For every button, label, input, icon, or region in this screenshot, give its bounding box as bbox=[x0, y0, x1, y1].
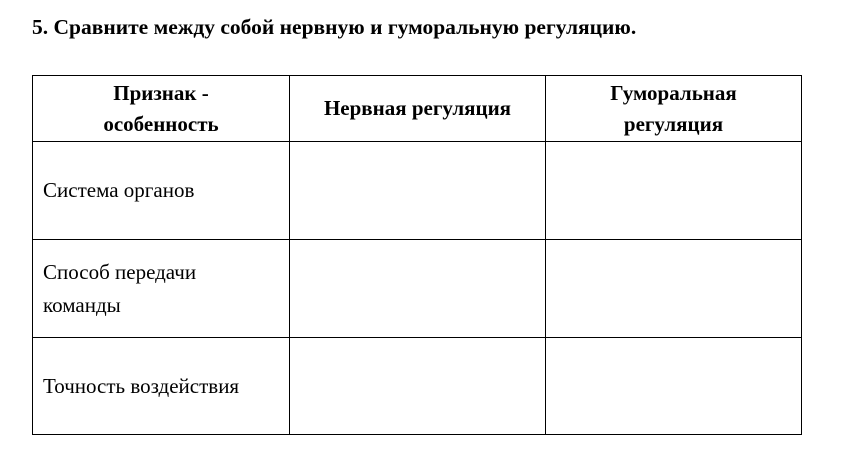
row-feature-transmission-line2: команды bbox=[43, 292, 121, 317]
header-humoral-line2: регуляция bbox=[623, 111, 724, 136]
header-feature-line2: особенность bbox=[103, 111, 219, 136]
row-feature-transmission bbox=[33, 240, 290, 338]
row-feature-transmission-line1: Способ передачи bbox=[43, 259, 197, 284]
answer-cell-nervous[interactable] bbox=[290, 338, 546, 435]
table-row bbox=[33, 240, 802, 338]
table-header-row bbox=[33, 76, 802, 142]
header-nervous: Нервная регуляция bbox=[290, 76, 546, 142]
row-feature-organ-system: Система органов bbox=[33, 142, 290, 240]
table-row bbox=[33, 338, 802, 435]
answer-cell-humoral[interactable] bbox=[546, 338, 802, 435]
header-humoral-line1: Гуморальная bbox=[610, 80, 737, 105]
comparison-table bbox=[32, 75, 802, 435]
answer-cell-humoral[interactable] bbox=[546, 240, 802, 338]
task-title: 5. Сравните между собой нервную и гуморальную регуляцию. bbox=[32, 15, 637, 39]
header-feature-line1: Признак - bbox=[113, 80, 209, 105]
answer-cell-nervous[interactable] bbox=[290, 142, 546, 240]
header-feature bbox=[33, 76, 290, 142]
answer-cell-nervous[interactable] bbox=[290, 240, 546, 338]
answer-cell-humoral[interactable] bbox=[546, 142, 802, 240]
header-humoral bbox=[546, 76, 802, 142]
table-row bbox=[33, 142, 802, 240]
row-feature-precision: Точность воздействия bbox=[33, 338, 290, 435]
